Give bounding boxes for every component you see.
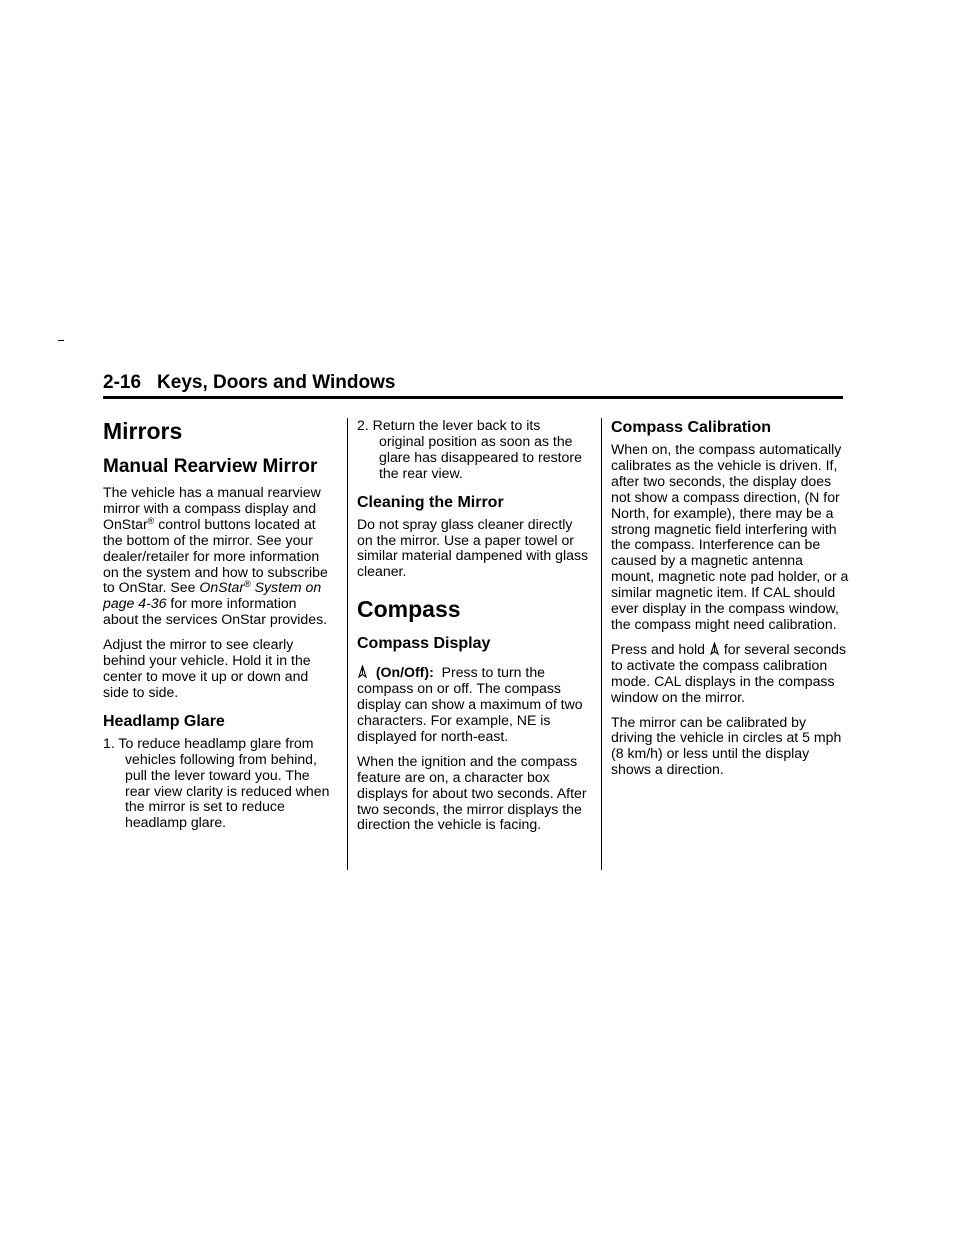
onstar-reference-link[interactable]: OnStar® System on page 4‑36 <box>103 579 322 612</box>
page-number: 2-16 <box>103 372 142 393</box>
page-header <box>103 372 843 394</box>
compass-icon <box>357 665 368 679</box>
column-divider-2 <box>601 418 602 870</box>
on-off-label: (On/Off): <box>375 664 434 681</box>
column-2 <box>357 418 589 842</box>
paragraph-ignition: When the ignition and the compass feature are on, a character box displays for about two seconds. After two seconds, the mirror displays the direction the vehicle is facing. <box>357 752 587 833</box>
heading-headlamp-glare: Headlamp Glare <box>103 712 225 730</box>
list-item-1: 1. To reduce headlamp glare from vehicles following from behind, pull the lever toward you. The rear view clarity is reduced when the mirror is set to reduce headlamp glare. <box>103 734 330 831</box>
column-1 <box>103 418 335 840</box>
heading-compass: Compass <box>357 596 461 623</box>
column-divider-1 <box>347 418 348 870</box>
paragraph-adjust-mirror: Adjust the mirror to see clearly behind your vehicle. Hold it in the center to move it up or down and side to side. <box>103 636 311 700</box>
header-rule <box>103 396 843 399</box>
heading-compass-display: Compass Display <box>357 635 491 653</box>
column-3 <box>611 418 849 787</box>
paragraph-calibrate-driving: The mirror can be calibrated by driving the vehicle in circles at 5 mph (8 km/h) or less until the display shows a direction. <box>611 713 842 778</box>
registered-mark: ® <box>147 515 155 526</box>
paragraph-mirror-description: The vehicle has a manual rearview mirror with a compass display and OnStar® control buttons located at the bottom of the mirror. See your dealer/retailer for more information on the system and how to subscribe to OnStar. See OnStar® System on page 4‑36 for more information about the services OnStar provides. <box>103 484 328 628</box>
list-item-2: 2. Return the lever back to its original position as soon as the glare has disappeared to restore the rear view. <box>357 417 582 481</box>
section-title: Keys, Doors and Windows <box>157 372 396 393</box>
heading-manual-rearview-mirror: Manual Rearview Mirror <box>103 456 318 477</box>
paragraph-calibration: When on, the compass automatically calibrates as the vehicle is driven. If, after two seconds, the display does not show a compass direction, (N for North, for example), there may be a strong magnetic field interfering with the compass. Interference can be caused by a magnetic antenna mount, magnetic note pad holder, or a similar magnetic item. If CAL should ever display in the compass window, the compass might need calibration. <box>611 441 849 632</box>
heading-mirrors: Mirrors <box>103 418 183 444</box>
paragraph-cleaning: Do not spray glass cleaner directly on the mirror. Use a paper towel or similar material dampened with glass cleaner. <box>357 515 589 580</box>
paragraph-on-off: (On/Off): Press to turn the compass on or off. The compass display can show a maximum of two characters. For example, NE is displayed for north-east. <box>357 664 583 744</box>
heading-compass-calibration: Compass Calibration <box>611 419 772 436</box>
paragraph-press-and-hold: Press and hold for several seconds to activate the compass calibration mode. CAL displays in the compass window on the mirror. <box>611 640 847 705</box>
crop-mark <box>58 340 64 341</box>
header-text <box>103 372 843 394</box>
heading-cleaning-the-mirror: Cleaning the Mirror <box>357 493 504 511</box>
compass-icon <box>709 642 720 656</box>
